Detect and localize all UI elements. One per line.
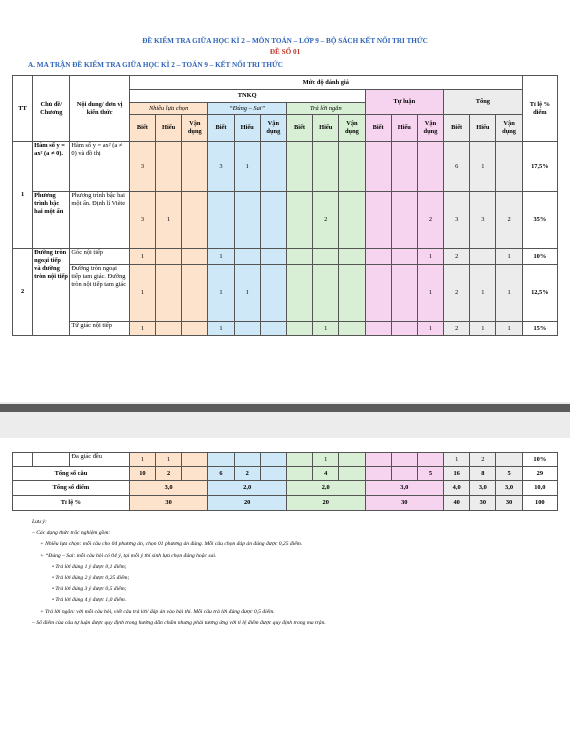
count-cell: 1 [208, 249, 234, 265]
row-number: 2 [13, 249, 33, 336]
col-header-van-dung: Vận dụng [496, 115, 522, 142]
count-cell [260, 249, 286, 265]
total-score-label: Tổng số điểm [13, 481, 130, 496]
total-ratio-cell: 30 [129, 496, 208, 511]
topic-cell: Phương trình bậc hai một ẩn [33, 192, 70, 249]
count-cell: 2 [444, 322, 470, 336]
count-cell [391, 249, 417, 265]
total-questions-label: Tổng số câu [13, 467, 130, 481]
count-cell [182, 142, 208, 192]
count-cell [391, 453, 417, 467]
document-title: ĐỀ KIỂM TRA GIỮA HỌC KÌ 2 – MÔN TOÁN – LỚP 9 – BỘ SÁCH KẾT NỐI TRI THỨC [142, 37, 428, 45]
count-cell [391, 142, 417, 192]
count-cell [365, 322, 391, 336]
col-header-hieu: Hiểu [313, 115, 339, 142]
note-line: + Trả lời ngắn: với mỗi câu hỏi, viết câu trả lời/ đáp án vào bài thi. Mỗi câu trả lời đúng được 0,5 điểm. [40, 608, 275, 615]
col-header-true-false: “Đúng – Sai” [208, 103, 287, 115]
count-cell [286, 322, 312, 336]
count-cell: 1 [417, 265, 443, 322]
col-header-topic: Chủ đề/ Chương [33, 76, 70, 142]
count-cell [339, 453, 365, 467]
topic-cell: Đường tròn ngoại tiếp và đường tròn nội tiếp [33, 249, 70, 336]
ratio-cell: 17,5% [522, 142, 557, 192]
col-header-biet: Biết [208, 115, 234, 142]
count-cell: 1 [208, 322, 234, 336]
col-header-van-dung: Vận dụng [417, 115, 443, 142]
matrix-table-continued [12, 452, 558, 511]
count-cell [496, 142, 522, 192]
count-cell: 2 [496, 192, 522, 249]
count-cell: 1 [129, 265, 155, 322]
total-questions-cell: 10 [129, 467, 155, 481]
note-line: • Trả lời đúng 1 ý được 0,1 điểm; [52, 563, 127, 570]
note-line: + Nhiều lựa chọn: mỗi câu cho 04 phương án, chọn 01 phương án đúng. Mỗi câu chọn đáp án đúng được 0,25 điểm. [40, 541, 303, 548]
total-score-cell: 3,0 [129, 481, 208, 496]
count-cell [260, 453, 286, 467]
count-cell [339, 142, 365, 192]
col-header-biet: Biết [365, 115, 391, 142]
count-cell [182, 192, 208, 249]
count-cell: 2 [444, 265, 470, 322]
count-cell [496, 453, 522, 467]
count-cell: 1 [313, 322, 339, 336]
total-ratio-cell: 30 [496, 496, 522, 511]
notes [32, 520, 552, 632]
count-cell [260, 192, 286, 249]
total-ratio-cell: 20 [286, 496, 365, 511]
count-cell [234, 322, 260, 336]
note-line: • Trả lời đúng 3 ý được 0,5 điểm; [52, 586, 127, 593]
count-cell [182, 265, 208, 322]
count-cell [156, 142, 182, 192]
total-questions-cell [182, 467, 208, 481]
total-score-cell: 4,0 [444, 481, 470, 496]
count-cell: 1 [417, 322, 443, 336]
col-header-biet: Biết [444, 115, 470, 142]
total-questions-cell: 2 [234, 467, 260, 481]
total-questions-cell [365, 467, 391, 481]
col-header-hieu: Hiểu [234, 115, 260, 142]
note-line: – Số điểm của câu tự luận được quy định trong hướng dẫn chấm nhưng phải tương ứng với tỉ lệ điểm được quy định trong ma trận. [32, 619, 326, 626]
count-cell [234, 249, 260, 265]
col-header-biet: Biết [129, 115, 155, 142]
ratio-cell: 10% [522, 453, 557, 467]
exam-code: ĐỀ SỐ 01 [269, 48, 301, 56]
note-line: + “Đúng – Sai: mỗi câu hỏi có 04 ý, tại mỗi ý thí sinh lựa chọn đúng hoặc sai. [40, 552, 217, 559]
count-cell [391, 322, 417, 336]
count-cell: 2 [417, 192, 443, 249]
total-ratio-cell: 100 [522, 496, 557, 511]
count-cell [260, 265, 286, 322]
count-cell [365, 192, 391, 249]
count-cell: 1 [417, 249, 443, 265]
count-cell: 3 [444, 192, 470, 249]
col-header-van-dung: Vận dụng [182, 115, 208, 142]
content-cell: Phương trình bậc hai một ẩn. Định lí Viète [70, 192, 129, 249]
count-cell [286, 249, 312, 265]
col-header-short-answer: Trả lời ngắn [286, 103, 365, 115]
count-cell [286, 265, 312, 322]
total-ratio-label: Tỉ lệ % [13, 496, 130, 511]
content-cell: Góc nội tiếp [70, 249, 129, 265]
count-cell: 1 [496, 322, 522, 336]
col-header-total: Tổng [444, 90, 523, 115]
col-header-essay: Tự luận [365, 90, 444, 115]
total-score-cell: 3,0 [496, 481, 522, 496]
content-cell: Đa giác đều [70, 453, 129, 467]
total-ratio-cell: 30 [470, 496, 496, 511]
count-cell: 2 [470, 453, 496, 467]
count-cell: 1 [156, 453, 182, 467]
count-cell [182, 322, 208, 336]
row-number [13, 453, 33, 467]
count-cell: 1 [156, 192, 182, 249]
col-header-hieu: Hiểu [156, 115, 182, 142]
col-header-biet: Biết [286, 115, 312, 142]
total-questions-cell [391, 467, 417, 481]
count-cell [339, 249, 365, 265]
count-cell [470, 249, 496, 265]
count-cell: 6 [444, 142, 470, 192]
ratio-cell: 15% [522, 322, 557, 336]
notes-heading: Lưu ý: [32, 519, 47, 525]
total-questions-cell: 8 [470, 467, 496, 481]
count-cell [313, 265, 339, 322]
count-cell [365, 453, 391, 467]
total-ratio-cell: 40 [444, 496, 470, 511]
total-questions-cell [286, 467, 312, 481]
col-header-multiple-choice: Nhiều lựa chọn [129, 103, 208, 115]
content-cell: Tứ giác nội tiếp [70, 322, 129, 336]
topic-cell [33, 453, 70, 467]
col-header-level: Mức độ đánh giá [129, 76, 522, 90]
count-cell: 1 [129, 249, 155, 265]
count-cell [260, 322, 286, 336]
count-cell: 1 [470, 265, 496, 322]
total-ratio-cell: 30 [365, 496, 444, 511]
topic-cell: Hàm số y = ax² (a ≠ 0). [33, 142, 70, 192]
total-questions-cell [260, 467, 286, 481]
col-header-hieu: Hiểu [391, 115, 417, 142]
row-number: 1 [13, 142, 33, 249]
count-cell [365, 265, 391, 322]
count-cell [339, 192, 365, 249]
ratio-cell: 35% [522, 192, 557, 249]
count-cell [156, 249, 182, 265]
note-line: • Trả lời đúng 2 ý được 0,25 điểm; [52, 574, 130, 581]
page-divider [0, 404, 570, 412]
count-cell [234, 453, 260, 467]
total-questions-cell: 5 [417, 467, 443, 481]
content-cell: Hàm số y = ax² (a ≠ 0) và đồ thị [70, 142, 129, 192]
col-header-ratio: Tỉ lệ % điểm [522, 76, 557, 142]
count-cell: 1 [470, 142, 496, 192]
count-cell [286, 453, 312, 467]
matrix-table [12, 75, 558, 336]
count-cell: 3 [208, 142, 234, 192]
count-cell: 2 [313, 192, 339, 249]
total-questions-cell: 2 [156, 467, 182, 481]
count-cell [339, 265, 365, 322]
count-cell: 1 [313, 453, 339, 467]
total-score-cell: 3,0 [470, 481, 496, 496]
count-cell [286, 142, 312, 192]
count-cell: 1 [470, 322, 496, 336]
col-header-hieu: Hiểu [470, 115, 496, 142]
col-header-van-dung: Vận dụng [339, 115, 365, 142]
count-cell: 3 [470, 192, 496, 249]
count-cell: 1 [129, 322, 155, 336]
total-score-cell: 10,0 [522, 481, 557, 496]
count-cell [182, 249, 208, 265]
count-cell [208, 453, 234, 467]
count-cell: 1 [234, 265, 260, 322]
count-cell: 1 [234, 142, 260, 192]
count-cell [156, 265, 182, 322]
count-cell [339, 322, 365, 336]
count-cell: 1 [129, 453, 155, 467]
count-cell: 1 [444, 453, 470, 467]
total-questions-cell [339, 467, 365, 481]
content-cell: Đường tròn ngoại tiếp tam giác. Đường tròn nội tiếp tam giác [70, 265, 129, 322]
count-cell [365, 142, 391, 192]
ratio-cell: 12,5% [522, 265, 557, 322]
ratio-cell: 10% [522, 249, 557, 265]
count-cell [391, 192, 417, 249]
col-header-van-dung: Vận dụng [260, 115, 286, 142]
count-cell [417, 453, 443, 467]
count-cell [234, 192, 260, 249]
total-questions-cell: 4 [313, 467, 339, 481]
count-cell: 3 [129, 192, 155, 249]
count-cell [391, 265, 417, 322]
total-score-cell: 3,0 [365, 481, 444, 496]
count-cell [260, 142, 286, 192]
count-cell: 3 [129, 142, 155, 192]
count-cell [286, 192, 312, 249]
count-cell [182, 453, 208, 467]
count-cell: 1 [208, 265, 234, 322]
section-heading: A. MA TRẬN ĐỀ KIỂM TRA GIỮA HỌC KÌ 2 – TOÁN 9 – KẾT NỐI TRI THỨC [28, 61, 283, 69]
total-questions-cell: 29 [522, 467, 557, 481]
col-header-tnkq: TNKQ [129, 90, 365, 103]
count-cell: 1 [496, 249, 522, 265]
col-header-content: Nội dung/ đơn vị kiến thức [70, 76, 129, 142]
note-line: • Trả lời đúng 4 ý được 1,0 điểm. [52, 597, 127, 604]
col-header-tt: TT [13, 76, 33, 142]
count-cell [313, 249, 339, 265]
count-cell [365, 249, 391, 265]
count-cell [156, 322, 182, 336]
count-cell: 2 [444, 249, 470, 265]
count-cell [417, 142, 443, 192]
note-line: – Các dạng thức trắc nghiệm gồm: [32, 530, 111, 537]
total-ratio-cell: 20 [208, 496, 287, 511]
total-questions-cell: 16 [444, 467, 470, 481]
count-cell [313, 142, 339, 192]
total-score-cell: 2,0 [286, 481, 365, 496]
total-questions-cell: 5 [496, 467, 522, 481]
count-cell [208, 192, 234, 249]
total-score-cell: 2,0 [208, 481, 287, 496]
count-cell: 1 [496, 265, 522, 322]
total-questions-cell: 6 [208, 467, 234, 481]
